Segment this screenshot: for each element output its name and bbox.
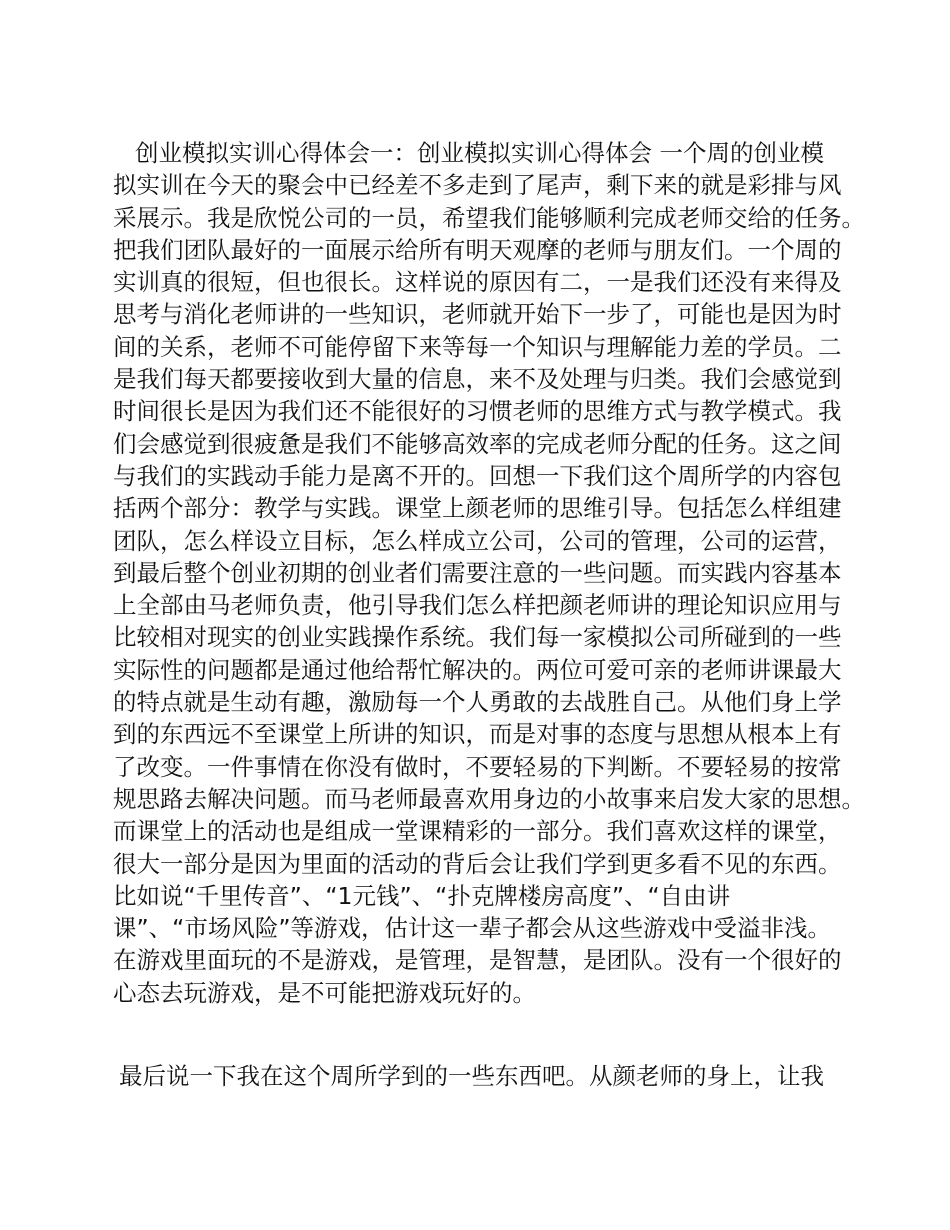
text-line: 比如说“千里传音”、“1元钱”、“扑克牌楼房高度”、“自由讲 — [113, 881, 731, 910]
text-line: 团队，怎么样设立目标，怎么样成立公司，公司的管理，公司的运营， — [113, 526, 842, 555]
text-line: 在游戏里面玩的不是游戏，是管理，是智慧，是团队。没有一个很好的 — [113, 946, 842, 975]
text-line: 拟实训在今天的聚会中已经差不多走到了尾声，剩下来的就是彩排与风 — [113, 171, 842, 200]
text-line: 时间很长是因为我们还不能很好的习惯老师的思维方式与教学模式。我 — [113, 397, 842, 426]
text-line: 把我们团队最好的一面展示给所有明天观摩的老师与朋友们。一个周的 — [113, 235, 842, 264]
paragraph-2 — [113, 1060, 873, 1092]
text-line: 很大一部分是因为里面的活动的背后会让我们学到更多看不见的东西。 — [113, 849, 842, 878]
text-line: 们会感觉到很疲惫是我们不能够高效率的完成老师分配的任务。这之间 — [113, 429, 842, 458]
text-line: 到的东西远不至课堂上所讲的知识，而是对事的态度与思想从根本上有 — [113, 720, 842, 749]
text-line: 采展示。我是欣悦公司的一员，希望我们能够顺利完成老师交给的任务。 — [113, 203, 865, 232]
text-line: 是我们每天都要接收到大量的信息，来不及处理与归类。我们会感觉到 — [113, 365, 842, 394]
text-line: 间的关系，老师不可能停留下来等每一个知识与理解能力差的学员。二 — [113, 332, 842, 361]
text-line: 括两个部分：教学与实践。课堂上颜老师的思维引导。包括怎么样组建 — [113, 494, 842, 523]
text-line: 上全部由马老师负责，他引导我们怎么样把颜老师讲的理论知识应用与 — [113, 591, 842, 620]
text-line: 课”、“市场风险”等游戏，估计这一辈子都会从这些游戏中受溢非浅。 — [113, 914, 832, 943]
text-line: 而课堂上的活动也是组成一堂课精彩的一部分。我们喜欢这样的课堂， — [113, 817, 842, 846]
text-line: 实训真的很短，但也很长。这样说的原因有二，一是我们还没有来得及 — [113, 268, 842, 297]
text-line: 规思路去解决问题。而马老师最喜欢用身边的小故事来启发大家的思想。 — [113, 784, 865, 813]
text-line: 实际性的问题都是通过他给帮忙解决的。两位可爱可亲的老师讲课最大 — [113, 655, 842, 684]
text-line: 思考与消化老师讲的一些知识，老师就开始下一步了，可能也是因为时 — [113, 300, 842, 329]
text-line: 的特点就是生动有趣，激励每一个人勇敢的去战胜自己。从他们身上学 — [113, 688, 842, 717]
text-line: 最后说一下我在这个周所学到的一些东西吧。从颜老师的身上，让我 — [119, 1062, 824, 1090]
text-line: 了改变。一件事情在你没有做时，不要轻易的下判断。不要轻易的按常 — [113, 752, 842, 781]
text-line: 到最后整个创业初期的创业者们需要注意的一些问题。而实践内容基本 — [113, 558, 842, 587]
text-line: 心态去玩游戏，是不可能把游戏玩好的。 — [113, 978, 536, 1007]
paragraph-1 — [113, 137, 873, 1009]
text-line: 与我们的实践动手能力是离不开的。回想一下我们这个周所学的内容包 — [113, 461, 842, 490]
text-line: 比较相对现实的创业实践操作系统。我们每一家模拟公司所碰到的一些 — [113, 623, 842, 652]
text-line: 创业模拟实训心得体会一：创业模拟实训心得体会 一个周的创业模 — [135, 139, 824, 167]
